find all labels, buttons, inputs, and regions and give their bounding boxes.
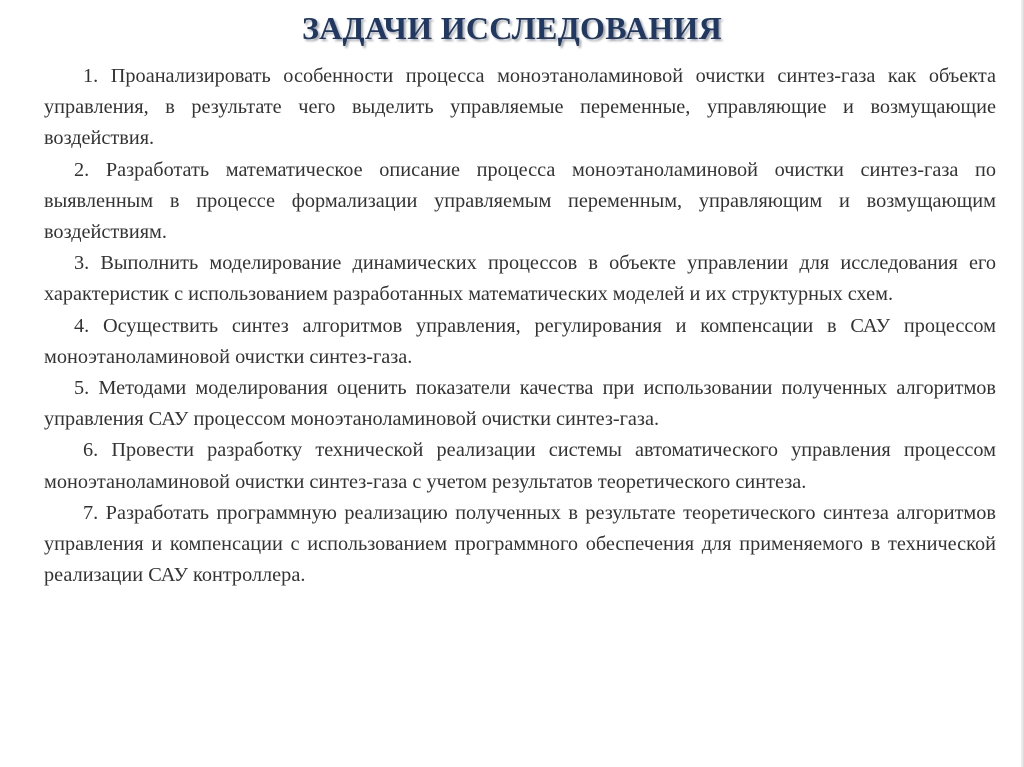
task-item-2: 2. Разработать математическое описание процесса моноэтаноламиновой очистки синтез-газа по выявленным в процессе формализации управляемым переменным, управляющим и возмущающим воздействиям.: [44, 158, 996, 244]
task-item-3: 3. Выполнить моделирование динамических процессов в объекте управлении для исследования его характеристик с использованием разработанных математических моделей и их структурных схем.: [44, 252, 996, 306]
slide-title: ЗАДАЧИ ИССЛЕДОВАНИЯ: [301, 10, 723, 46]
task-item-5: 5. Методами моделирования оценить показатели качества при использовании полученных алгоритмов управления САУ процессом моноэтаноламиновой очистки синтез-газа.: [44, 377, 996, 431]
task-item-6: 6. Провести разработку технической реализации системы автоматического управления процессом моноэтаноламиновой очистки синтез-газа с учетом результатов теоретического синтеза.: [44, 439, 996, 493]
task-item-1: 1. Проанализировать особенности процесса моноэтаноламиновой очистки синтез-газа как объекта управления, в результате чего выделить управляемые переменные, управляющие и возмущающие воздействия.: [44, 65, 996, 150]
task-item-4: 4. Осуществить синтез алгоритмов управления, регулирования и компенсации в САУ процессом моноэтаноламиновой очистки синтез-газа.: [44, 314, 996, 368]
task-item-7: 7. Разработать программную реализацию полученных в результате теоретического синтеза алгоритмов управления и компенсации с использованием программного обеспечения для применяемого в технической реализации САУ контроллера.: [44, 501, 996, 587]
task-list: [44, 61, 996, 591]
